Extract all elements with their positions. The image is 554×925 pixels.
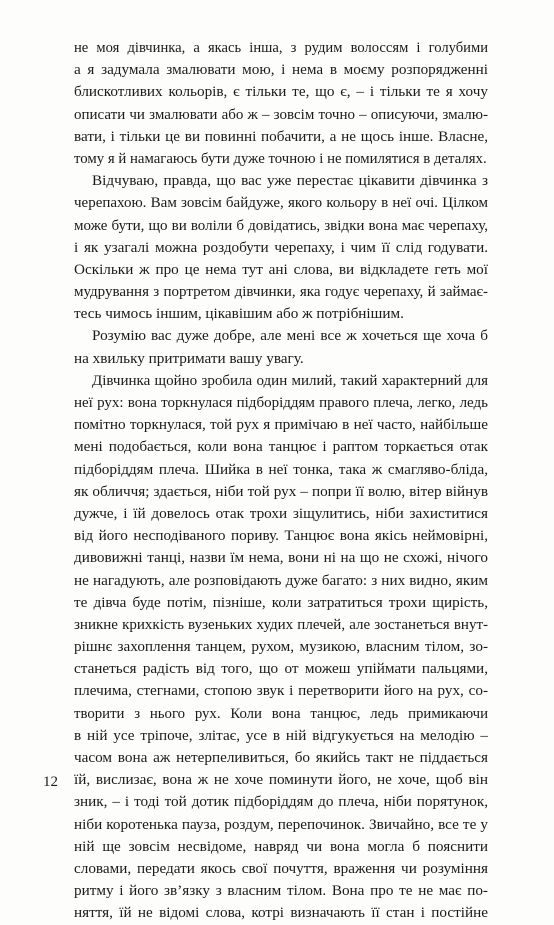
text-line: Оскільки ж про це нема тут ані слова, ви відкладете геть мої (74, 260, 488, 278)
text-line: не моя дівчинка, а якась інша, з рудим волоссям і голубими (74, 40, 488, 56)
text-line: не нагадують, але розповідають дуже багато: з них видно, яким (74, 571, 488, 589)
text-line: неї рух: вона торкнулася підборіддям правого плеча, легко, ледь (74, 395, 488, 411)
text-line: а я задумала змалювати мою, і нема в моєму розпорядженні (74, 61, 488, 79)
text-line: няття, їй не відомі слова, котрі визначають її стан і постійне (74, 904, 488, 922)
text-line: дужче, і їй довелось отак трохи зіщулитись, ніби захиститися (74, 504, 488, 522)
text-line: підборіддям плеча. Шийка в неї тонка, така ж смагляво-бліда, (74, 460, 488, 478)
text-line: Розумію вас дуже добре, але мені все ж хочеться ще хоча б (92, 327, 488, 345)
text-line: ритму і його зв’язку з власним тілом. Вона про те не має по- (74, 882, 488, 900)
text-line: рішнє захоплення танцем, рухом, музикою, власним тілом, зо- (74, 638, 488, 656)
body-text (74, 37, 488, 925)
text-line: ніби коротенька пауза, роздум, перепочинок. Звичайно, все те у (74, 815, 488, 833)
text-line: плечима, стегнами, стопою звук і перетворити його на рух, со- (74, 682, 488, 700)
text-line: і як узагалі можна роздобути черепаху, і чим її слід годувати. (74, 238, 488, 256)
text-line: описати чи змалювати або ж – зовсім точно – описуючи, змалю- (74, 106, 488, 123)
text-line: станеться радість від того, що от можеш упіймати пальцями, (74, 660, 488, 678)
text-line: на хвильку притримати вашу увагу. (74, 349, 304, 367)
text-line: блискотливих кольорів, є тільки те, що є, – і тільки те я хочу (74, 83, 488, 101)
text-line: їй, вислизає, вона ж не хоче поминути його, не хоче, щоб він (74, 771, 488, 789)
text-line: тому я й намагаюсь бути дуже точною і не помилятися в деталях. (74, 150, 487, 167)
text-line: зник, – і тоді той дотик підборіддям до плеча, ніби порятунок, (74, 793, 488, 811)
text-line: зникне крихкість вузеньких худих плечей, але зостанеться внут- (74, 616, 488, 633)
text-line: від його несподіваного пориву. Танцює вона якісь неймовірні, (74, 527, 488, 545)
text-line: творити з нього рух. Коли вона танцює, ледь примикаючи (74, 705, 488, 722)
text-line: може бути, що ви воліли б довідатись, звідки вона має черепаху, (74, 217, 488, 234)
text-line: ній ще зовсім несвідоме, навряд чи вона могла б пояснити (74, 837, 488, 855)
text-line: як обличчя; здається, ніби той рух – попри її волю, вітер війнув (74, 482, 488, 500)
text-line: вати, і тільки це ви повинні побачити, а не щось інше. Власне, (74, 127, 488, 145)
page-number: 12 (43, 774, 58, 790)
text-line: тесь чимось іншим, цікавішим або ж потрібнішим. (74, 305, 404, 323)
text-line: помітно торкнулася, той рух я примічаю в неї часто, найбільше (74, 416, 488, 434)
text-line: Дівчинка щойно зробила один милий, такий характерний для (92, 372, 488, 389)
text-line: мудрування з портретом дівчинки, яка годує черепаху, й займає- (74, 284, 488, 301)
text-line: часом вона аж нетерпеливиться, бо якийсь такт не піддається (74, 749, 488, 766)
text-line: дивовижні танці, назви їм нема, вони ні на що не схожі, нічого (74, 549, 488, 567)
text-line: Відчуваю, правда, що вас уже перестає цікавити дівчинка з (92, 172, 488, 190)
text-line: мені подобається, коли вона танцює і раптом торкається отак (74, 438, 488, 456)
text-line: черепахою. Вам зовсім байдуже, якого кольору в неї очі. Цілком (74, 195, 488, 212)
text-line: в ній усе тріпоче, злітає, усе в ній відгукується на мелодію – (74, 726, 488, 744)
text-line: словами, передати якось свої почуття, враження чи розуміння (74, 859, 488, 877)
text-line: те дівча буде потім, пізніше, коли затратиться трохи щирість, (74, 593, 488, 611)
